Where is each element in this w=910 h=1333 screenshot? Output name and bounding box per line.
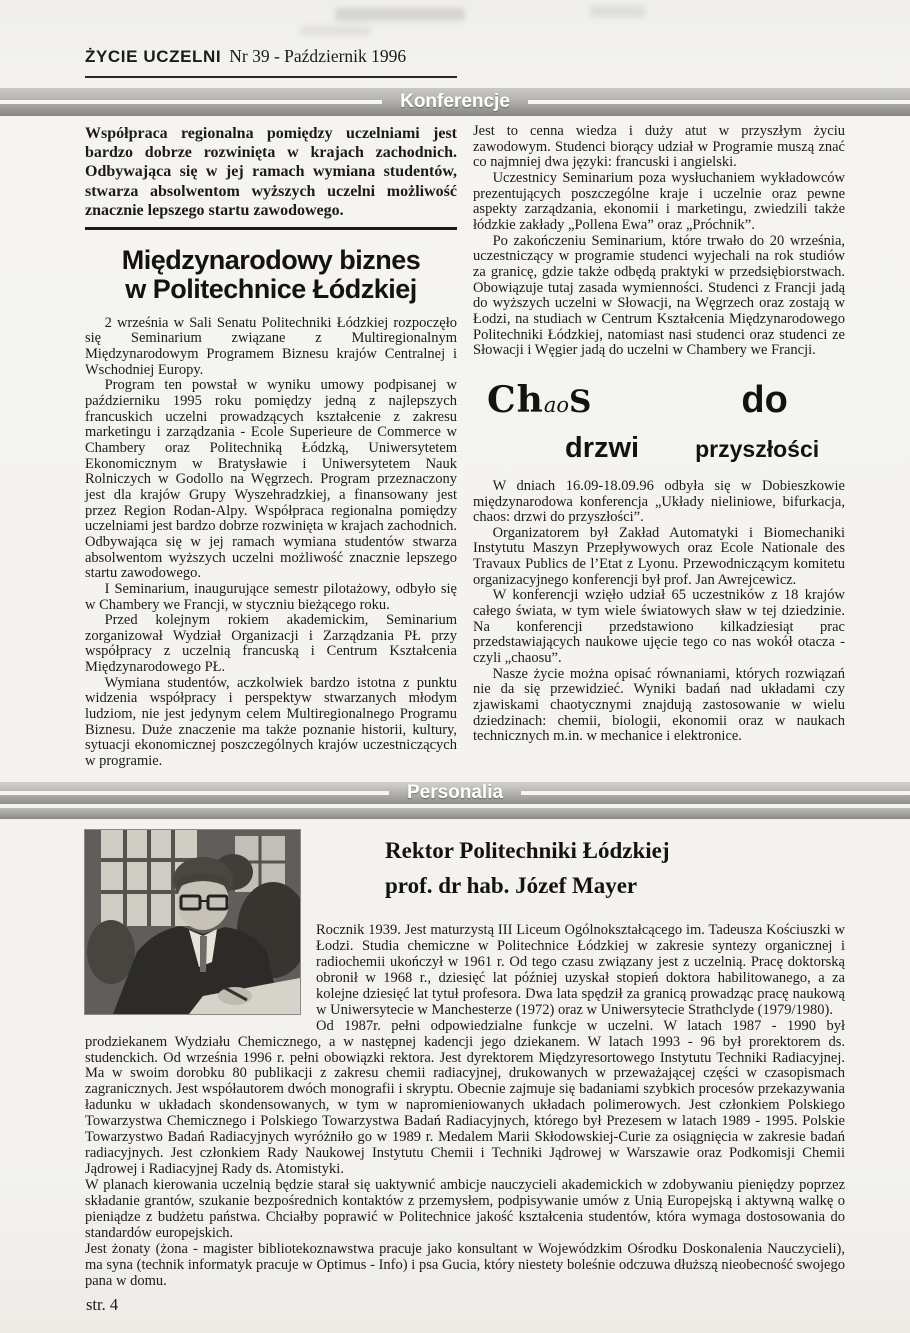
publication-title: ŻYCIE UCZELNI (85, 47, 222, 66)
left-column (85, 124, 457, 776)
paragraph: Wymiana studentów, aczkolwiek bardzo istotna z punktu widzenia współpracy i perspektyw stwarzanych młodym ludziom, nie jest jedynym celem Multiregionalnego Programu Biznesu. Duże znaczenie ma także poznanie historii, kultury, sytuacji ekonomicznej poszczególnych krajów uczestniczących w programie. (85, 674, 457, 770)
banner-band (0, 782, 910, 804)
paragraph: Jest to cenna wiedza i duży atut w przyszłym życiu zawodowym. Studenci biorący udział w Programie muszą znać co najmniej dwa języki: francuski i angielski. (473, 123, 845, 171)
paragraph: Organizatorem był Zakład Automatyki i Biomechaniki Instytutu Maszyn Przepływowych oraz Ecole Nationale des Travaux Publics de l’Etat z Lyonu. Przewodniczącym komitetu organizacyjnego konferencji był prof. Jan Awrejcewicz. (473, 524, 845, 588)
banner-label-personalia: Personalia (406, 782, 504, 803)
banner-stripe-right (521, 791, 910, 795)
paragraph: Jest żonaty (żona - magister bibliotekoznawstwa pracuje jako konsultant w Wojewódzkim Ośrodku Doskonalenia Nauczycieli), ma syna (technik informatyk pracuje w Optimus - Info) i psa Gucia, który niestety boleśnie odczuwa dłuższą nieobecność swojego pana w domu. (85, 1240, 845, 1289)
paragraph: Nasze życie można opisać równaniami, których rozwiązań nie da się przewidzieć. Wyniki badań nad układami czy zjawiskami chaotycznymi znajdują zastosowanie w wielu dziedzinach: chemii, biologii, ekonomii oraz w naukach technicznych m.in. w mechanice i elektronice. (473, 665, 845, 745)
rektor-photo (85, 830, 300, 1014)
right-column (473, 124, 845, 776)
paragraph: I Seminarium, inaugurujące semestr pilotażowy, odbyło się w Chambery we Francji, w styczniu bieżącego roku. (85, 580, 457, 613)
banner-bottom-bar (0, 808, 910, 819)
konferencje-banner (0, 88, 910, 116)
personalia-section (85, 828, 845, 1290)
banner-band (0, 88, 910, 116)
chaos-title-word-przyszlosci: przyszłości (695, 435, 820, 462)
chaos-title-word-drzwi: drzwi (565, 431, 640, 464)
paragraph: W dniach 16.09-18.09.96 odbyła się w Dobieszkowie międzynarodowa konferencja „Układy nieliniowe, bifurkacja, chaos: drzwi do przyszłości”. (473, 477, 845, 526)
personalia-title (385, 834, 845, 903)
banner-label-konferencje: Konferencje (400, 91, 510, 112)
page-footer (86, 1295, 118, 1315)
chaos-title-word-chaos (487, 379, 591, 421)
chaos-title-row1 (487, 379, 845, 422)
chaos-title-part: S (569, 383, 592, 420)
paragraph: Program ten powstał w wyniku umowy podpisanej w październiku 1995 roku pomiędzy jedną z najlepszych francuskich uczelni prowadzących kształcenie z zakresu marketingu i zarządzania - Ecole Superieure de Commerce w Chambery oraz Politechniką Łódzką, Uniwersytetem Ekonomicznym w Bratysławie i Uniwersytetem Nauk Rolniczych w Godollo na Węgrzech. Program przeznaczony jest dla krajów Grupy Wyszehradzkiej, a finansowany jest przez Region Rodan-Alpy. Współpraca regionalna pomiędzy uczelniami jest bardzo dobrze rozwinięta w krajach zachodnich. Odbywająca się w jej ramach wymiana studentów stwarza absolwentom wyższych uczelni możliwość znacznie lepszego startu zawodowego. (85, 377, 457, 582)
paragraph: Po zakończeniu Seminarium, które trwało do 20 września, uczestniczący w programie studenci wyjechali na rok studiów za granicę, gdzie także odbędą praktyki w przedsiębiorstwach. Obowiązuje tutaj zasada wymienności. Studenci z Francji jadą do wyższych uczelni w Słowacji, na Węgrzech oraz zostają w Łodzi, na studiach w Centrum Kształcenia Międzynarodowego Politechniki Łódzkiej, natomiast nasi studenci oraz studenci ze Słowacji i Węgier jadą do uczelni w Chambery we Francji. (473, 232, 845, 359)
masthead-rule (85, 76, 457, 78)
lead-rule (85, 227, 457, 230)
personalia-title-line1: Rektor Politechniki Łódzkiej (385, 838, 670, 863)
scan-artifact (335, 8, 465, 21)
personalia-banner (0, 782, 910, 819)
article-lead: Współpraca regionalna pomiędzy uczelniami jest bardzo dobrze rozwinięta w krajach zachodnich. Odbywająca się w jej ramach wymiana studentów, stwarza absolwentom wyższych uczelni możliwość znacznie lepszego startu zawodowego. (85, 125, 457, 219)
banner-stripe-left (0, 100, 382, 104)
banner-stripe-left (0, 791, 389, 795)
paragraph: W planach kierowania uczelnią będzie starał się uaktywnić ambicje nauczycieli akademickich w zdobywaniu pieniędzy poprzez składanie grantów, szukanie bezpośrednich kontaktów z przemysłem, podpisywanie umów z Unią Europejską i aktywną walkę o pieniądze z budżetu państwa. Chciałby poprawić w Politechnice jakość kształcenia studentów, która wymaga dostosowania do standardów europejskich. (85, 1177, 845, 1241)
chaos-title-row2 (565, 432, 845, 465)
paragraph: Uczestnicy Seminarium poza wysłuchaniem wykładowców prezentujących poszczególne kraje i uczelnie oraz pewne aspekty zarządzania, ekonomii i marketingu, zwiedzili także łódzkie zakłady „Pollena Ewa” oraz „Próchnik”. (473, 169, 845, 233)
paragraph: Od 1987r. pełni odpowiedzialne funkcje w uczelni. W latach 1987 - 1990 był prodziekanem Wydziału Chemicznego, a w następnej kadencji jego dziekanem. W latach 1993 - 96 był prorektorem ds. studenckich. Od września 1996 r. pełni obowiązki rektora. Jest dyrektorem Międzyresortowego Instytutu Techniki Radiacyjnej. Ma w swoim dorobku 80 publikacji z zakresu chemii radiacyjnej, drukowanych w przeważającej części w czasopismach zagranicznych. Jest współautorem dwóch monografii i skryptu. Obecnie zajmuje się badaniami szybkich procesów przekazywania ładunku w układach skondensowanych, w tym w napromieniowanych układach polimerowych. Jest członkiem Polskiego Towarzystwa Chemicznego i Polskiego Towarzystwa Badań Radiacyjnych, którego był Prezesem w latach 1989 - 1995. Polskie Towarzystwo Badań Radiacyjnych wyróżniło go w 1989 r. Medalem Marii Skłodowskiej-Curie za osiągnięcia w zakresie badań radiacyjnych. Jest członkiem Rady Naukowej Instytutu Chemii i Techniki Jądrowej w Warszawie oraz Podkomisji Chemii Jądrowej i Radiacyjnej Rady ds. Atomistyki. (85, 1017, 845, 1178)
article-title (85, 246, 457, 304)
paragraph: Przed kolejnym rokiem akademickim, Seminarium zorganizował Wydział Organizacji i Zarządzania PŁ przy współpracy z uczelnią francuską i Centrum Kształcenia Międzynarodowego PŁ. (85, 612, 457, 676)
paragraph: Rocznik 1939. Jest maturzystą III Liceum Ogólnokształcącego im. Tadeusza Kościuszki w Łodzi. Studia chemiczne w Politechnice Łódzkiej w zakresie syntezy organicznej i radiochemii ukończył w 1961 r. Od tego czasu związany jest z uczelnią. Pracę doktorską obronił w 1968 r., dziesięć lat później uzyskał stopień doktora habilitowanego, a za kolejne dziesięć lat tytuł profesora. Dwa lata spędził za granicą prowadząc pracę naukową w Uniwersytecie w Manchesterze (1972) oraz w Uniwersytecie Strathclyde (1979/1980). (316, 922, 845, 1018)
rektor-photo-illustration (85, 830, 300, 1014)
chaos-title-part: Ch (487, 378, 544, 421)
article-title-line1: Międzynarodowy biznes (121, 244, 421, 275)
paragraph: W konferencji wzięło udział 65 uczestników z 18 krajów całego świata, w tym wiele światowych sław w tej dziedzinie. Na konferencji przedstawiono kilkadziesiąt prac przedstawiających naukowe ujęcie tego co nas wokół otacza - czyli „chaosu”. (473, 587, 845, 667)
chaos-title-part: ao (543, 392, 569, 417)
chaos-article-title (473, 379, 845, 465)
paragraph: 2 września w Sali Senatu Politechniki Łódzkiej rozpoczęło się Seminarium związane z Multiregionalnym Międzynarodowym Programem Biznesu krajów Centralnej i Wschodniej Europy. (85, 314, 457, 378)
page-number: str. 4 (86, 1295, 119, 1314)
scan-artifact (590, 6, 645, 17)
chaos-title-word-do: do (741, 378, 788, 421)
scan-artifact (300, 26, 370, 35)
masthead (85, 46, 845, 67)
banner-stripe-right (528, 100, 910, 104)
personalia-title-line2: prof. dr hab. Józef Mayer (385, 872, 638, 898)
article-columns (85, 124, 845, 776)
article-title-line2: w Politechnice Łódzkiej (125, 273, 417, 304)
issue-info: Nr 39 - Październik 1996 (229, 46, 407, 66)
